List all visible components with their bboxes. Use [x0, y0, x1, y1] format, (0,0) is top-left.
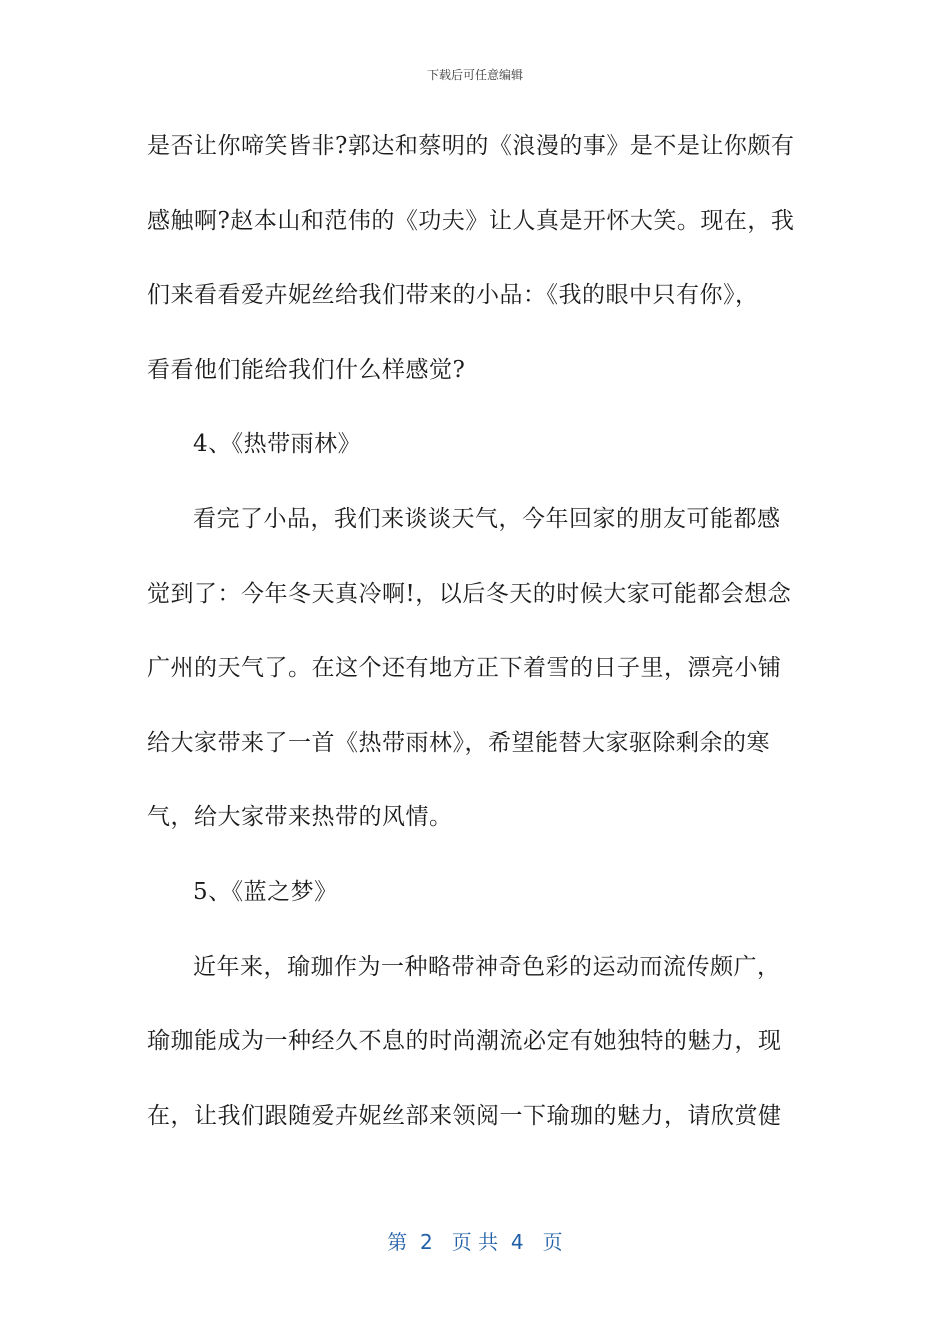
text-line: 广州的天气了。在这个还有地方正下着雪的日子里，漂亮小铺	[147, 655, 782, 682]
text-line: 看完了小品，我们来谈谈天气，今年回家的朋友可能都感	[193, 505, 781, 532]
text-line: 们来看看爱卉妮丝给我们带来的小品：《我的眼中只有你》，	[147, 282, 759, 309]
section-heading: 5、《蓝之梦》	[193, 878, 338, 905]
text-line: 近年来，瑜珈作为一种略带神奇色彩的运动而流传颇广，	[193, 953, 781, 980]
text-line: 看看他们能给我们什么样感觉?	[147, 356, 466, 383]
text-line: 是否让你啼笑皆非?郭达和蔡明的《浪漫的事》是不是让你颇有	[147, 133, 795, 159]
text-line: 瑜珈能成为一种经久不息的时尚潮流必定有她独特的魅力，现	[147, 1028, 782, 1055]
text-line: 在，让我们跟随爱卉妮丝部来领阅一下瑜珈的魅力，请欣赏健	[147, 1102, 782, 1129]
page-number-footer: 第 2 页 共 4 页	[387, 1230, 563, 1254]
text-line: 觉到了：今年冬天真冷啊!，以后冬天的时候大家可能都会想念	[147, 580, 792, 607]
text-line: 气，给大家带来热带的风情。	[147, 804, 453, 831]
text-line: 给大家带来了一首《热带雨林》，希望能替大家驱除剩余的寒	[147, 729, 770, 756]
page-header: 下载后可任意编辑	[426, 68, 523, 82]
text-line: 感触啊?赵本山和范伟的《功夫》让人真是开怀大笑。现在，我	[147, 207, 795, 234]
document-body	[147, 122, 807, 1166]
section-heading: 4、《热带雨林》	[193, 431, 362, 458]
